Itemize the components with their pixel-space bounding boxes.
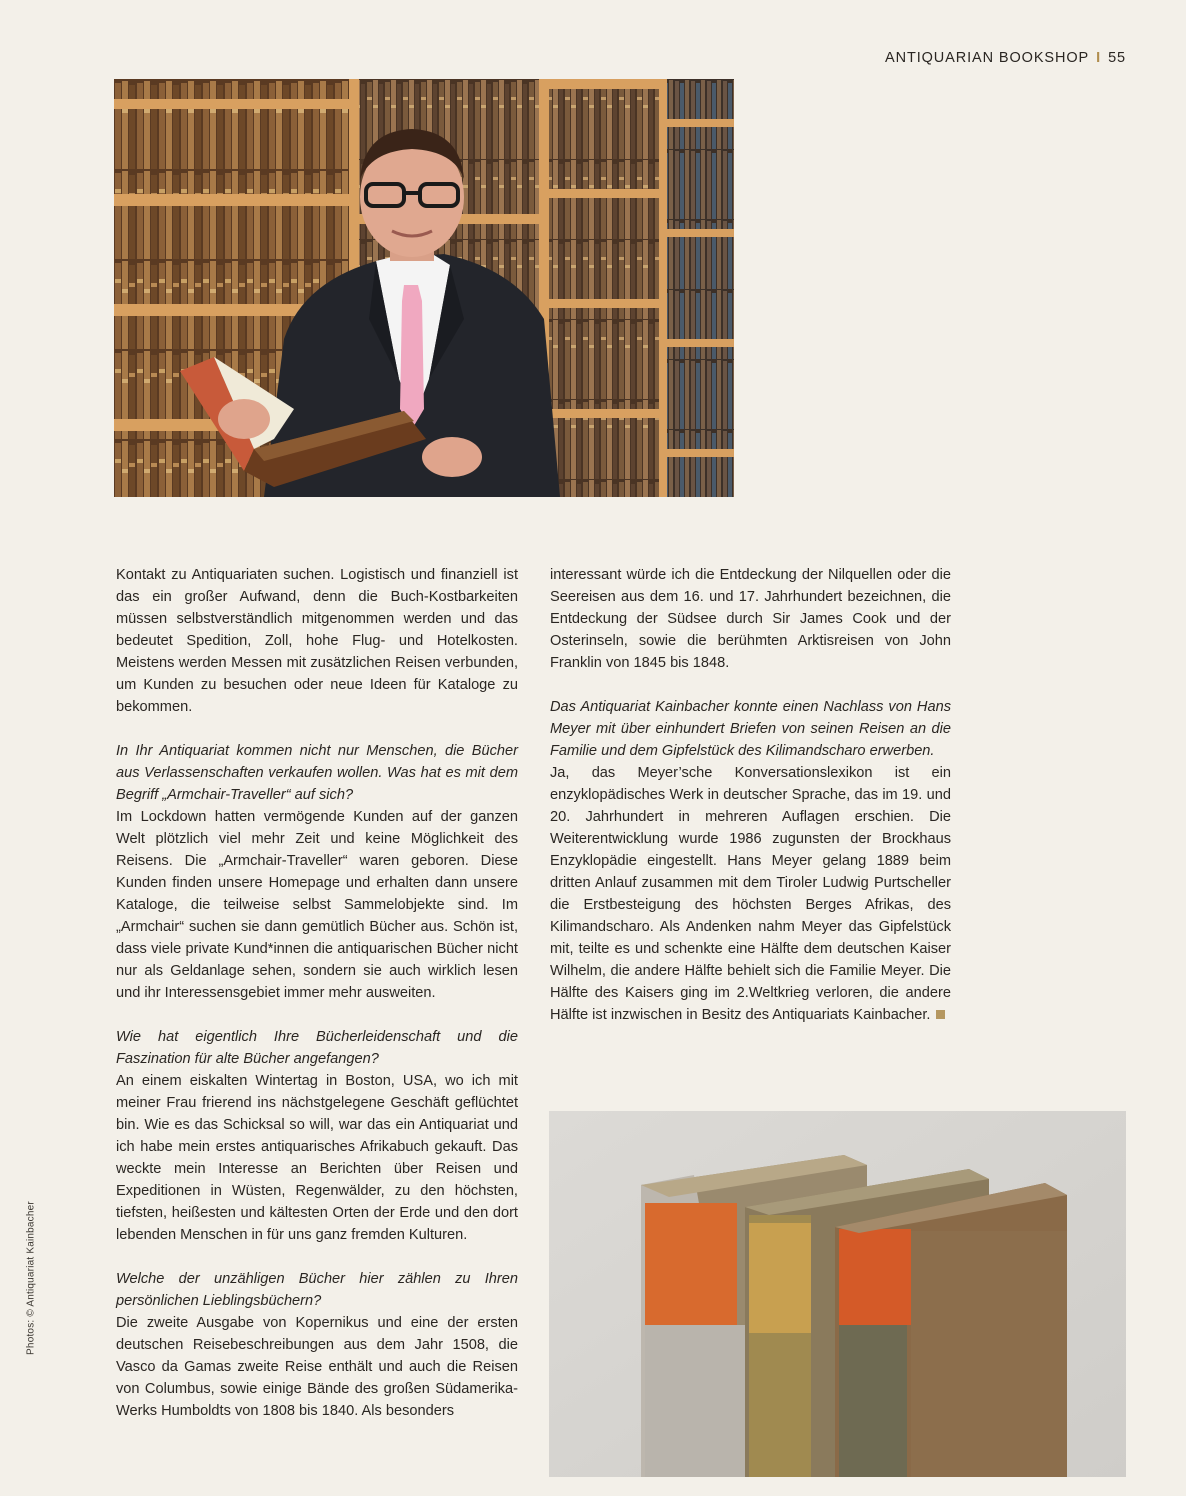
question: Welche der unzähligen Bücher hier zählen zu Ihren persönlichen Lieblingsbüchern? [116,1271,518,1309]
antique-books-photo [549,1111,1126,1477]
header-separator: I [1096,50,1102,66]
antique-books-illustration [549,1111,1126,1477]
answer: An einem eiskalten Wintertag in Boston, USA, wo ich mit meiner Frau frierend ins nächstgelegene Geschäft geflüchtet bin. Wie es das Schicksal so will, war das ein Antiquariat und ich habe mein erstes antiquarisches Afrikabuch gekauft. Das weckte mein Interesse an Berichten über Reisen und Expeditionen in Wüsten, Regenwälder, zu den höchsten, tiefsten, heißesten und kältesten Orten der Erde und den dort lebenden Menschen in für uns ganz fremden Kulturen. [116,1073,518,1243]
page-number: 55 [1108,50,1126,66]
section-title: ANTIQUARIAN BOOKSHOP [885,50,1090,66]
question: Das Antiquariat Kainbacher konnte einen Nachlass von Hans Meyer mit über einhundert Briefen von seinen Reisen an die Familie und dem Gipfelstück des Kilimandscharo erwerben. [550,699,951,759]
answer: Im Lockdown hatten vermögende Kunden auf der ganzen Welt plötzlich viel mehr Zeit und keine Möglichkeit des Reisens. Die „Armchair-Traveller“ waren geboren. Diese Kunden finden unsere Homepage und erhalten dann unsere Kataloge, die teilweise selbst Sammelobjekte sind. Im „Armchair“ suchen sie dann gemütlich Bücher aus. Schön ist, dass viele private Kund*innen die antiquarischen Bücher nicht nur als Geldanlage sehen, sondern sie auch wirklich lesen und ihr Interessensgebiet immer mehr ausweiten. [116,809,518,1001]
page-header [885,50,1126,66]
photo-credit: Photos: © Antiquariat Kainbacher [25,1201,37,1355]
answer: Die zweite Ausgabe von Kopernikus und eine der ersten deutschen Reisebeschreibungen aus dem Jahr 1508, die Vasco da Gamas zweite Reise enthält und auch die Reisen von Columbus, sowie einige Bände des großen Südamerika-Werks Humboldts von 1808 bis 1840. Als besonders [116,1315,518,1419]
end-of-article-mark [936,1010,945,1019]
answer-continued: interessant würde ich die Entdeckung der Nilquellen oder die Seereisen aus dem 16. und 17. Jahrhundert bezeichnen, die Entdeckung der Südsee durch Sir James Cook und der Osterinseln, sowie die berühmten Arktisreisen von John Franklin von 1845 bis 1848. [550,567,951,671]
bookseller-photo [114,79,734,497]
question: In Ihr Antiquariat kommen nicht nur Menschen, die Bücher aus Verlassenschaften verkaufen wollen. Was hat es mit dem Begriff „Armchair-Traveller“ auf sich? [116,743,518,803]
article-column-right [550,564,951,1026]
answer-text: Ja, das Meyer’sche Konversationslexikon ist ein enzyklopädisches Werk in deutscher Sprache, das im 19. und 20. Jahrhundert in mehreren Auflagen erschien. Die Weiterentwicklung wurde 1986 zugunsten der Brockhaus Enzyklopädie eingestellt. Hans Meyer gelang 1889 beim dritten Anlauf zusammen mit dem Tiroler Ludwig Purtscheller die Erstbesteigung des höchsten Berges Afrikas, des Kilimandscharo. Als Andenken nahm Meyer das Gipfelstück mit, teilte es und schenkte eine Hälfte dem deutschen Kaiser Wilhelm, die andere Hälfte behielt sich die Familie Meyer. Die Hälfte des Kaisers ging im 2.Weltkrieg verloren, die andere Hälfte ist inzwischen in Besitz des Antiquariats Kainbacher. [550,765,951,1023]
bookseller-illustration [114,79,734,497]
answer [550,762,951,1026]
paragraph: Kontakt zu Antiquariaten suchen. Logistisch und finanziell ist das ein großer Aufwand, denn die Buch-Kostbarkeiten müssen selbstverständlich mitgenommen werden und das bedeutet Spedition, Zoll, hohe Flug- und Hotelkosten. Meistens werden Messen mit zusätzlichen Reisen verbunden, um Kunden zu besuchen oder neue Ideen für Kataloge zu bekommen. [116,567,518,715]
question: Wie hat eigentlich Ihre Bücherleidenschaft und die Faszination für alte Bücher angefangen? [116,1029,518,1067]
article-column-left [116,564,518,1422]
